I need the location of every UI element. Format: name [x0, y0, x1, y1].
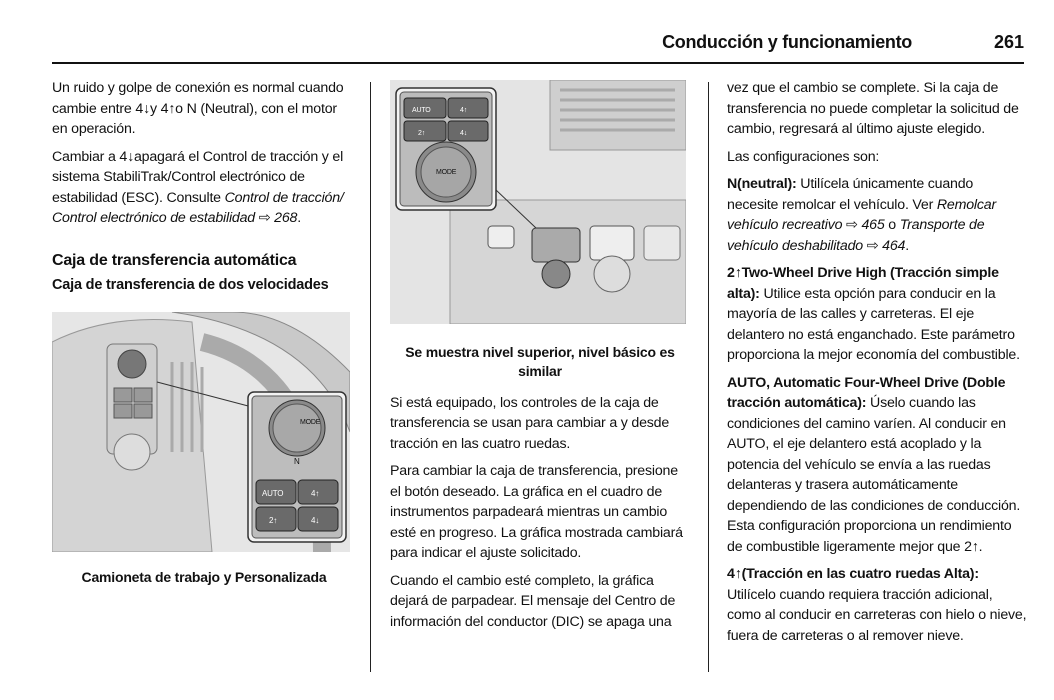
cross-reference-link[interactable]: Control de tracción/ Control electrónico de estabilidad ⇨ 268: [52, 189, 344, 226]
column-2: [390, 80, 690, 639]
four-high-button-label: 4↑: [460, 107, 467, 114]
header-rule: [52, 62, 1024, 64]
four-low-button-label: 4↓: [460, 130, 467, 137]
transfer-case-illustration-2: [390, 80, 686, 324]
mode-label: MODE: [300, 418, 321, 426]
two-high-button-label: 2↑: [269, 515, 278, 525]
paragraph: vez que el cambio se complete. Si la caja de transferencia no puede completar la solicitud de cambio, regresará al último ajuste elegido.: [727, 80, 1019, 137]
paragraph: Para cambiar la caja de transferencia, presione el botón deseado. La gráfica en el cuadro de instrumentos parpadeará mientras un cambio esté en progreso. La gráfica mostrada cambiará para indicar el ajuste solicitado.: [390, 463, 683, 561]
page-header: [52, 30, 1024, 62]
auto-setting: AUTO, Automatic Four-Wheel Drive (Doble tracción automática): Úselo cuando las condiciones del camino varíen. Al conducir en AUTO, el eje delantero está acoplado y la potencia del vehículo se envía a las ruedas delanteras y trasera automáticamente dependiendo de las condiciones de conducción. Esta configuración proporciona un rendimiento de combustible ligeramente mejor que 2↑.: [727, 374, 1021, 555]
four-high-setting: 4↑(Tracción en las cuatro ruedas Alta): Utilícelo cuando requiera tracción adicional, como al conducir en carreteras con hielo o nieve, fuera de carreteras o al remover nieve.: [727, 566, 1027, 644]
cross-reference-link[interactable]: Remolcar vehículo recreativo ⇨ 465: [727, 196, 996, 233]
auto-button-label: AUTO: [262, 488, 284, 498]
subsection-heading: Caja de transferencia de dos velocidades: [52, 277, 329, 293]
two-high-setting: 2↑Two-Wheel Drive High (Tracción simple alta): Utilice esta opción para conducir en la mayoría de las calles y carreteras. El eje delantero no está enganchado. Este parámetro proporciona la mejor economía del combustible.: [727, 265, 1020, 363]
figure-caption: Camioneta de trabajo y Personalizada: [81, 569, 327, 585]
paragraph: Un ruido y golpe de conexión es normal cuando cambie entre 4↓y 4↑o N (Neutral), con el motor en operación.: [52, 80, 344, 137]
paragraph: Cambiar a 4↓apagará el Control de tracción y el sistema StabiliTrak/Control electrónico de estabilidad (ESC). Consulte Control de tracción/ Control electrónico de estabilidad ⇨ 268.: [52, 148, 344, 226]
neutral-setting: N(neutral): Utilícela únicamente cuando necesite remolcar el vehículo. Ver Remolcar vehículo recreativo ⇨ 465 o Transporte de vehículo deshabilitado ⇨ 464.: [727, 176, 996, 254]
section-title: Conducción y funcionamiento: [662, 32, 912, 52]
transfer-case-illustration-1: [52, 312, 350, 552]
paragraph: Si está equipado, los controles de la caja de transferencia se usan para cambiar a y desde tracción en las cuatro ruedas.: [390, 394, 670, 452]
neutral-label: N: [294, 456, 300, 466]
two-high-button-label: 2↑: [418, 130, 425, 137]
page-number: 261: [993, 32, 1024, 52]
four-high-button-label: 4↑: [311, 488, 320, 498]
column-3: [727, 78, 1027, 653]
column-1: [52, 78, 356, 587]
section-heading: Caja de transferencia automática: [52, 251, 297, 269]
mode-label: MODE: [436, 169, 457, 176]
column-divider-2: [708, 82, 709, 672]
paragraph: Las configuraciones son:: [727, 148, 880, 165]
column-divider-1: [370, 82, 371, 672]
paragraph: Cuando el cambio esté completo, la gráfica dejará de parpadear. El mensaje del Centro de información del conductor (DIC) se apaga una: [390, 572, 676, 630]
cross-reference-link[interactable]: Transporte de vehículo deshabilitado ⇨ 464: [727, 217, 985, 254]
figure-caption: Se muestra nivel superior, nivel básico es similar: [405, 343, 675, 379]
four-low-button-label: 4↓: [311, 515, 320, 525]
auto-button-label: AUTO: [412, 107, 431, 114]
